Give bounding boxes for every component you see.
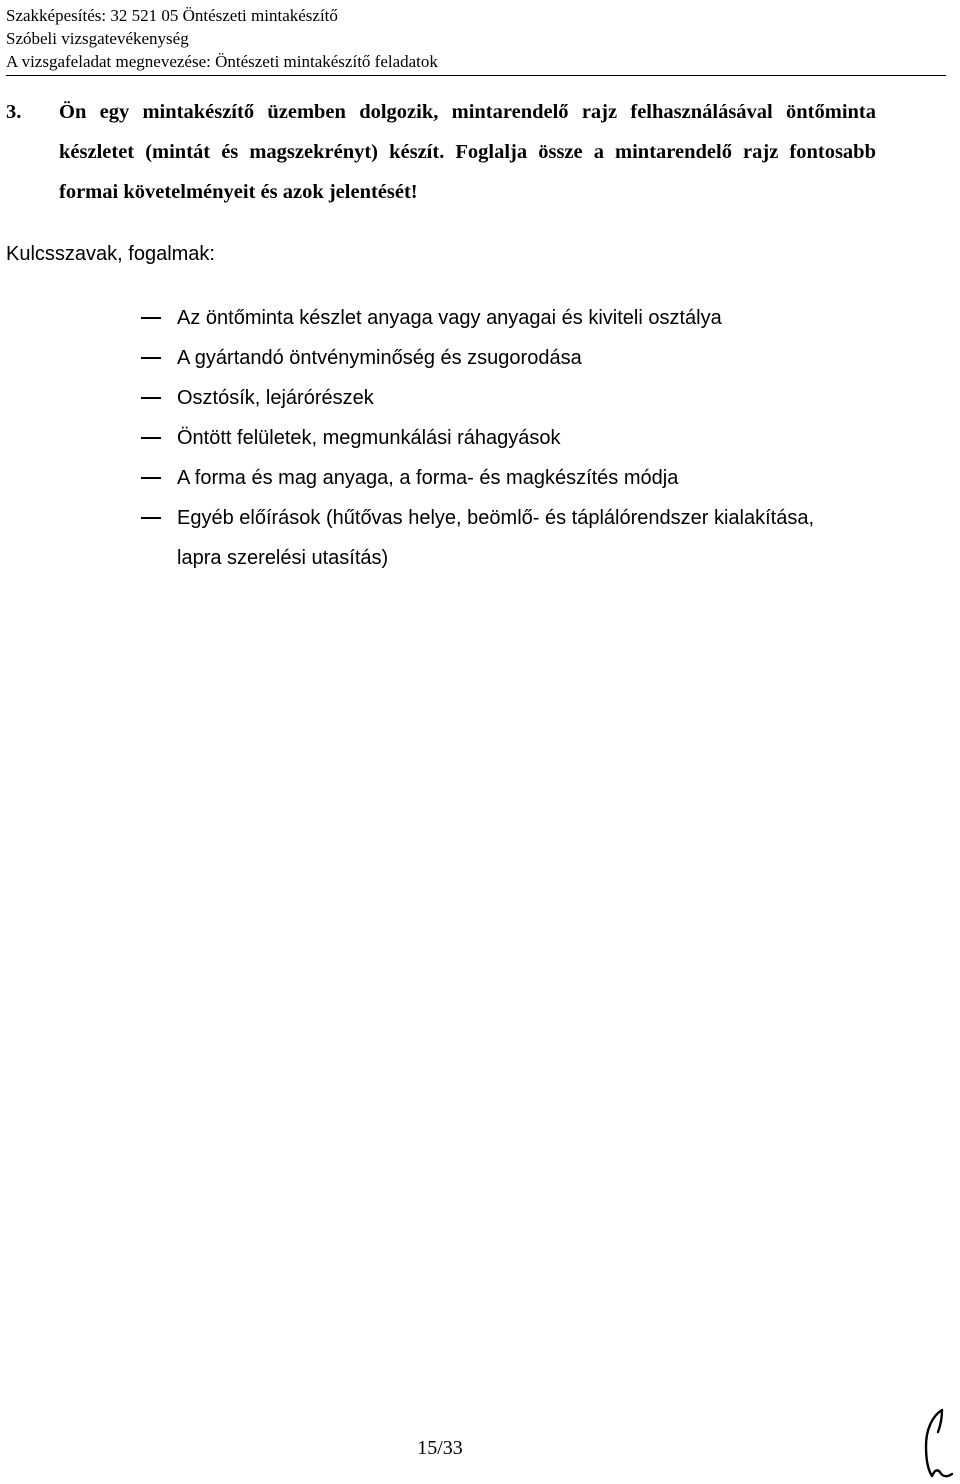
keyword-item [0,378,857,418]
dash-bullet-icon [141,517,161,519]
question-number: 3. [6,101,22,123]
dash-bullet-icon [141,397,161,399]
question-text: Ön egy mintakészítő üzemben dolgozik, mintarendelő rajz felhasználásával öntőminta készletet (mintát és magszekrényt) készít. Foglalja össze a mintarendelő rajz fontosabb formai követelményeit és azok jelentését! [59,101,876,203]
keywords-label: Kulcsszavak, fogalmak: [6,243,215,265]
page-number: 15/33 [417,1437,463,1459]
header-task-name: A vizsgafeladat megnevezése: Öntészeti mintakészítő feladatok [6,52,438,71]
dash-bullet-icon [141,357,161,359]
page-header [6,4,946,76]
keyword-item [0,458,857,498]
dash-bullet-icon [141,437,161,439]
keyword-item [0,498,857,578]
keyword-text: Az öntőminta készlet anyaga vagy anyagai és kiviteli osztálya [177,307,722,329]
header-exam-activity: Szóbeli vizsgatevékenység [6,29,189,48]
keyword-item [0,338,857,378]
keyword-text: Öntött felületek, megmunkálási ráhagyások [177,427,561,449]
keyword-item [0,418,857,458]
keyword-item [0,298,857,338]
keyword-list [0,298,900,578]
keyword-text: A gyártandó öntvényminőség és zsugorodása [177,347,582,369]
dash-bullet-icon [141,477,161,479]
keyword-text: Egyéb előírások (hűtővas helye, beömlő- és táplálórendszer kialakítása, lapra szerelési utasítás) [177,507,815,569]
signature-icon [918,1406,958,1482]
keyword-text: Osztósík, lejárórészek [177,387,374,409]
header-qualification: Szakképesítés: 32 521 05 Öntészeti mintakészítő [6,6,338,25]
keyword-text: A forma és mag anyaga, a forma- és magkészítés módja [177,467,679,489]
question-block [6,92,876,212]
dash-bullet-icon [141,317,161,319]
